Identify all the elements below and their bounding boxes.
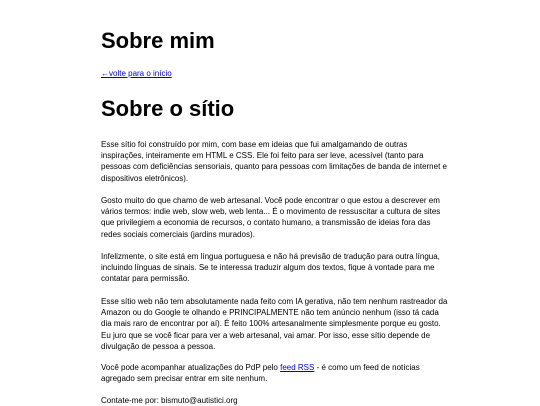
heading-about-me: Sobre mim: [101, 28, 215, 53]
rss-text-before: Você pode acompanhar atualizações do PdP pelo: [101, 363, 281, 372]
paragraph-no-ai: Esse sítio web não tem absolutamente nada feito com IA gerativa, não tem nenhum rastreador da Amazon ou do Google te olhando e PRINCIPALMENTE não tem anúncio nenhum (isso tá cada dia mais raro de encontrar por aí). É feito 100% artesanalmente simplesmente porque eu gosto. Eu juro que se você ficar para ver a web artesanal, vai amar. Por isso, esse sítio depende de divulgação de pessoa a pessoa.: [101, 297, 448, 351]
rss-feed-link[interactable]: feed RSS: [280, 363, 315, 372]
heading-about-site: Sobre o sítio: [101, 96, 235, 121]
paragraph-rss: [101, 362, 451, 384]
back-to-home-link[interactable]: ←volte para o início: [101, 69, 172, 78]
rss-text-after: - é como um feed de notícias agregado sem precisar entrar em site nenhum.: [101, 363, 420, 384]
contact-line: Contate-me por: bismuto@autistici.org: [101, 396, 238, 405]
paragraph-intro: Esse sítio foi construído por mim, com base em ideias que fui amalgamando de outras inspirações, inteiramente em HTML e CSS. Ele foi feito para ser leve, acessível (tanto para pessoas com deficiências sensoriais, quanto para pessoas com limitações de banda de internet e dispositivos eletrônicos).: [101, 140, 447, 183]
paragraph-artisanal-web: Gosto muito do que chamo de web artesanal. Você pode encontrar o que estou a descrever em vários termos: indie web, slow web, web lenta... É o movimento de ressuscitar a cultura de sites que privilegiem a economia de recursos, o contato humano, a transmissão de ideias fora das redes sociais comerciais (jardins murados).: [101, 196, 441, 239]
paragraph-language: Infelizmente, o site está em língua portuguesa e não há previsão de tradução para outra língua, incluindo línguas de sinais. Se te interessa traduzir algum dos textos, fique à vontade para me contatar para permissão.: [101, 252, 440, 284]
